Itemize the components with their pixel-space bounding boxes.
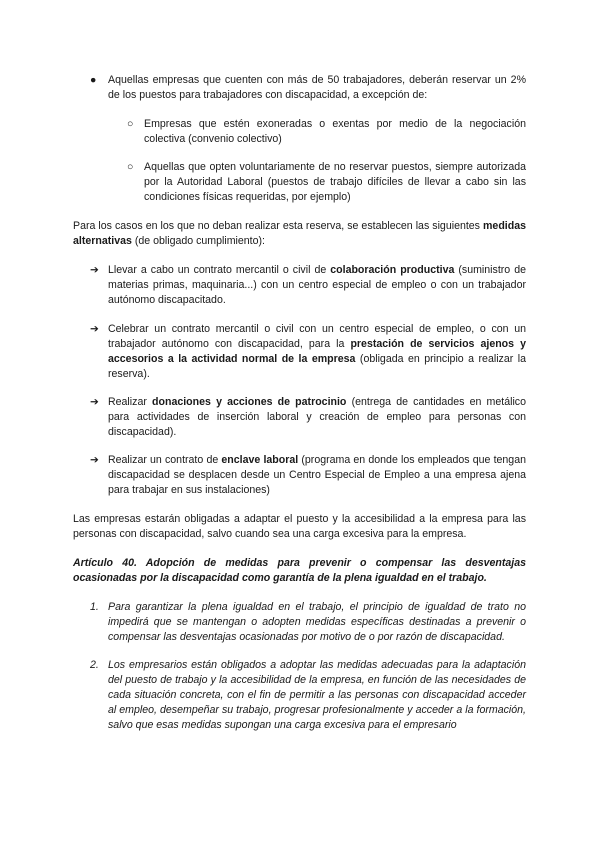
measure-bold: colaboración productiva xyxy=(330,264,455,276)
measure-item xyxy=(108,322,526,382)
measure-text: Realizar xyxy=(108,396,153,408)
intro-bold: medidas alternativas xyxy=(73,220,526,247)
list-number: 2. xyxy=(90,659,99,671)
article-title: Artículo 40. Adopción de medidas para prevenir o compensar las desventajas ocasionadas por la discapacidad como garantía de la plena igualdad en el trabajo. xyxy=(73,557,526,584)
bullet-company-quota: Aquellas empresas que cuenten con más de 50 trabajadores, deberán reservar un 2% de los puestos para trabajadores con discapacidad, a excepción de: xyxy=(108,74,526,101)
sub-bullet-marker: ○ xyxy=(127,161,134,173)
sub-bullet-voluntary: Aquellas que opten voluntariamente de no reservar puestos, siempre autorizada por la Autoridad Laboral (puestos de trabajo difíciles de llevar a cabo sin las condiciones físicas requeridas, por ejemplo) xyxy=(144,161,526,203)
article-item: Para garantizar la plena igualdad en el trabajo, el principio de igualdad de trato no impedirá que se mantengan o adopten medidas específicas destinadas a prevenir o compensar las desventajas ocasionadas por motivo de o por razón de discapacidad. xyxy=(108,601,526,643)
measure-bold: donaciones y acciones de patrocinio xyxy=(152,396,347,408)
article-item: Los empresarios están obligados a adoptar las medidas adecuadas para la adaptación del puesto de trabajo y la accesibilidad de la empresa, en función de las necesidades de cada situación concreta, con el fin de permitir a las personas con discapacidad acceder al empleo, desempeñar su trabajo, progresar profesionalmente y acceder a la formación, salvo que esas medidas supongan una carga excesiva para el empresario xyxy=(108,659,526,731)
sub-bullet-marker: ○ xyxy=(127,118,134,130)
arrow-icon: ➔ xyxy=(90,323,99,335)
intro-paragraph xyxy=(73,219,526,249)
measure-text: Celebrar un contrato mercantil o civil con un centro especial de empleo, o con un trabajador autónomo con discapacidad, para la xyxy=(108,323,526,350)
measure-text-end: (obligada en principio a realizar la reserva). xyxy=(108,353,526,380)
bullet-marker: ● xyxy=(90,74,97,86)
measure-item xyxy=(108,395,526,440)
intro-text-end: (de obligado cumplimiento): xyxy=(131,235,265,247)
measure-bold: prestación de servicios ajenos y accesorios a la actividad normal de la empresa xyxy=(108,338,526,365)
measure-item xyxy=(108,453,526,498)
measure-text-end: (suministro de materias primas, maquinaria...) con un centro especial de empleo o con un trabajador autónomo discapacitado. xyxy=(108,264,526,306)
arrow-icon: ➔ xyxy=(90,454,99,466)
closing-paragraph: Las empresas estarán obligadas a adaptar el puesto y la accesibilidad a la empresa para las personas con discapacidad, salvo cuando sea una carga excesiva para la empresa. xyxy=(73,513,526,540)
arrow-icon: ➔ xyxy=(90,264,99,276)
arrow-icon: ➔ xyxy=(90,396,99,408)
measure-text: Llevar a cabo un contrato mercantil o civil de xyxy=(108,264,331,276)
measure-text: Realizar un contrato de xyxy=(108,454,222,466)
sub-bullet-exempt: Empresas que estén exoneradas o exentas por medio de la negociación colectiva (convenio colectivo) xyxy=(144,118,526,145)
measure-bold: enclave laboral xyxy=(221,454,299,466)
list-number: 1. xyxy=(90,601,99,613)
measure-text-end: (programa en donde los empleados que tengan discapacidad se desplacen desde un Centro Especial de Empleo a una empresa ajena para trabajar en sus instalaciones) xyxy=(108,454,526,496)
intro-text: Para los casos en los que no deban realizar esta reserva, se establecen las siguientes xyxy=(73,220,484,232)
measure-item xyxy=(108,263,526,308)
measure-text-end: (entrega de cantidades en metálico para actividades de inserción laboral y creación de empleo para personas con discapacidad). xyxy=(108,396,526,438)
